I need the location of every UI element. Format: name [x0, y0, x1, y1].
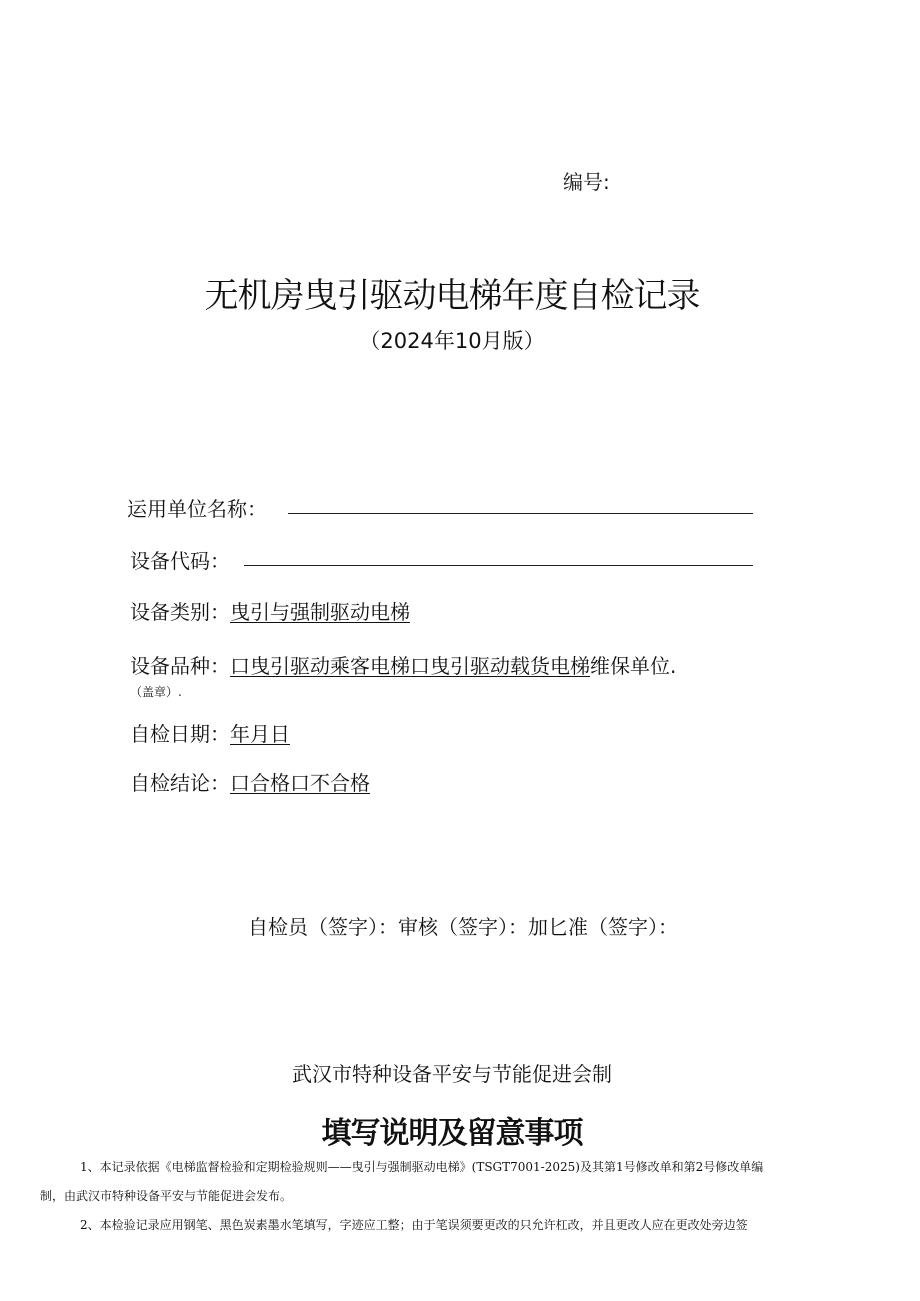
equipment-category-row	[130, 596, 410, 625]
equipment-code-label: 设备代码：	[130, 549, 230, 573]
document-number-label: 编号:	[563, 170, 610, 194]
unit-name-label: 运用单位名称：	[127, 497, 267, 521]
note-item-2	[80, 1211, 860, 1240]
inspection-date-row	[130, 718, 290, 747]
equipment-category-value: 曳引与强制驱动电梯	[230, 600, 410, 624]
inspection-result-row	[130, 767, 370, 796]
document-title: 无机房曳引驱动电梯年度自检记录	[204, 276, 700, 316]
equipment-category-label: 设备类别：	[130, 600, 230, 624]
equipment-variety-label: 设备品种：	[130, 654, 230, 678]
seal-label: （盖章）.	[130, 685, 182, 699]
equipment-variety-options[interactable]: 口曳引驱动乘客电梯口曳引驱动载货电梯	[230, 654, 590, 678]
note-item-1	[40, 1153, 860, 1211]
inspection-date-label: 自检日期：	[130, 722, 230, 746]
equipment-variety-row	[130, 650, 676, 679]
unit-name-field[interactable]	[288, 513, 753, 514]
signature-line: 自检员（签字）：审核（签字）：加匕准（签字）：	[248, 915, 678, 939]
inspection-date-field[interactable]: 年月日	[230, 722, 290, 746]
note-item-1-line-1: 1、本记录依据《电梯监督检验和定期检验规则——曳引与强制驱动电梯》(TSGT7001-2025)及其第1号修改单和第2号修改单编	[80, 1160, 764, 1174]
maintenance-unit-label: 维保单位.	[590, 654, 677, 678]
note-item-1-line-2: 制，由武汉市特种设备平安与节能促进会发布。	[40, 1189, 293, 1203]
note-item-2-line-1: 2、本检验记录应用钢笔、黑色炭素墨水笔填写，字迹应工整；由于笔误须要更改的只允许杠改，并且更改人应在更改处旁边签	[80, 1218, 748, 1232]
inspection-result-label: 自检结论：	[130, 771, 230, 795]
notes-title: 填写说明及留意事项	[321, 1116, 583, 1151]
equipment-code-field[interactable]	[244, 565, 753, 566]
inspection-result-options[interactable]: 口合格口不合格	[230, 771, 370, 795]
document-version: （2024年10月版）	[359, 329, 545, 353]
issuer-text: 武汉市特种设备平安与节能促进会制	[292, 1062, 612, 1086]
